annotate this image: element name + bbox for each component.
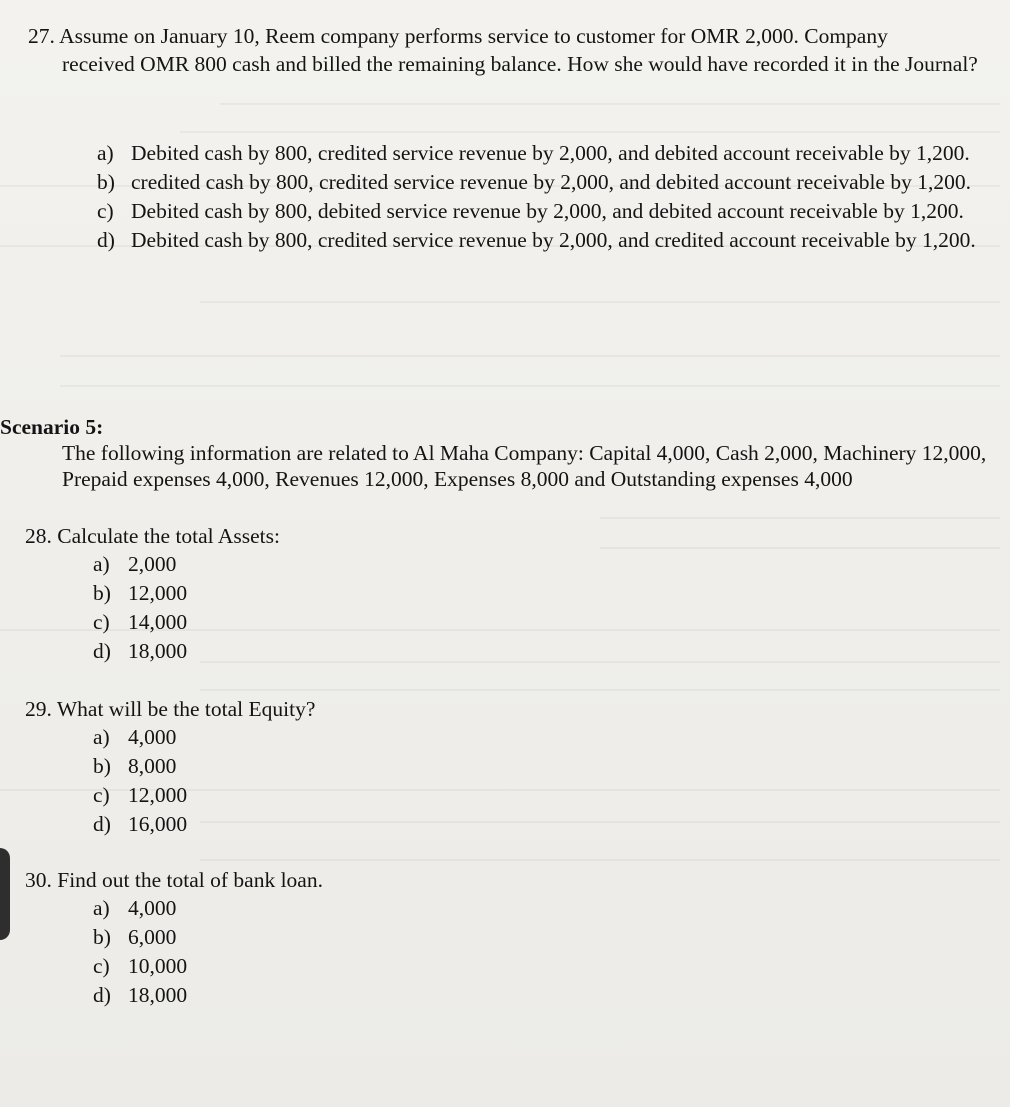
choice-29-b[interactable] bbox=[93, 752, 315, 781]
scenario-heading: Scenario 5: bbox=[0, 415, 104, 439]
choice-label: b) bbox=[93, 581, 111, 605]
question-27-options bbox=[97, 140, 1002, 253]
option-label: c) bbox=[97, 199, 114, 223]
choice-30-c[interactable] bbox=[93, 952, 323, 981]
option-27-c[interactable] bbox=[97, 198, 1002, 224]
choice-text: 4,000 bbox=[128, 725, 177, 749]
option-27-d[interactable] bbox=[97, 227, 1002, 253]
question-30 bbox=[25, 866, 323, 1010]
choice-label: b) bbox=[93, 925, 111, 949]
choice-label: c) bbox=[93, 954, 110, 978]
choice-29-d[interactable] bbox=[93, 810, 315, 839]
question-27-line1: 27. Assume on January 10, Reem company performs service to customer for OMR 2,000. Company bbox=[28, 24, 888, 48]
choice-label: b) bbox=[93, 754, 111, 778]
choice-text: 18,000 bbox=[128, 639, 188, 663]
choice-text: 2,000 bbox=[128, 552, 177, 576]
choice-label: a) bbox=[93, 896, 110, 920]
choice-28-c[interactable] bbox=[93, 608, 280, 637]
option-27-a[interactable] bbox=[97, 140, 1002, 166]
choice-28-d[interactable] bbox=[93, 637, 280, 666]
choice-text: 14,000 bbox=[128, 610, 188, 634]
choice-29-a[interactable] bbox=[93, 723, 315, 752]
question-28 bbox=[25, 522, 280, 666]
choice-text: 8,000 bbox=[128, 754, 177, 778]
option-text: Debited cash by 800, credited service revenue by 2,000, and credited account receivable by 1,200. bbox=[131, 228, 976, 252]
choice-label: c) bbox=[93, 783, 110, 807]
choice-label: d) bbox=[93, 983, 111, 1007]
choice-label: a) bbox=[93, 725, 110, 749]
choice-text: 12,000 bbox=[128, 581, 188, 605]
choice-label: d) bbox=[93, 639, 111, 663]
choice-text: 6,000 bbox=[128, 925, 177, 949]
option-text: Debited cash by 800, debited service revenue by 2,000, and debited account receivable by 1,200. bbox=[131, 199, 964, 223]
choice-29-c[interactable] bbox=[93, 781, 315, 810]
choice-30-b[interactable] bbox=[93, 923, 323, 952]
question-28-choices bbox=[25, 550, 280, 666]
choice-text: 10,000 bbox=[128, 954, 188, 978]
choice-30-d[interactable] bbox=[93, 981, 323, 1010]
option-text: credited cash by 800, credited service revenue by 2,000, and debited account receivable by 1,200. bbox=[131, 170, 971, 194]
choice-text: 18,000 bbox=[128, 983, 188, 1007]
choice-30-a[interactable] bbox=[93, 894, 323, 923]
choice-label: c) bbox=[93, 610, 110, 634]
choice-28-a[interactable] bbox=[93, 550, 280, 579]
side-tab-handle[interactable] bbox=[0, 848, 10, 940]
question-29-text: 29. What will be the total Equity? bbox=[25, 697, 316, 721]
choice-label: d) bbox=[93, 812, 111, 836]
question-29 bbox=[25, 695, 315, 839]
question-29-choices bbox=[25, 723, 315, 839]
question-28-text: 28. Calculate the total Assets: bbox=[25, 524, 280, 548]
option-text: Debited cash by 800, credited service revenue by 2,000, and debited account receivable by 1,200. bbox=[131, 141, 970, 165]
option-27-b[interactable] bbox=[97, 169, 1002, 195]
question-27-rest: received OMR 800 cash and billed the remaining balance. How she would have recorded it in the Journal? bbox=[62, 52, 978, 76]
option-label: b) bbox=[97, 170, 115, 194]
option-label: a) bbox=[97, 141, 114, 165]
choice-text: 12,000 bbox=[128, 783, 188, 807]
question-30-text: 30. Find out the total of bank loan. bbox=[25, 868, 323, 892]
choice-text: 16,000 bbox=[128, 812, 188, 836]
question-30-choices bbox=[25, 894, 323, 1010]
scenario-text: The following information are related to Al Maha Company: Capital 4,000, Cash 2,000, Machinery 12,000, Prepaid expenses 4,000, Revenues 12,000, Expenses 8,000 and Outstanding expenses 4,000 bbox=[62, 441, 987, 491]
choice-label: a) bbox=[93, 552, 110, 576]
option-label: d) bbox=[97, 228, 115, 252]
choice-28-b[interactable] bbox=[93, 579, 280, 608]
choice-text: 4,000 bbox=[128, 896, 177, 920]
question-27 bbox=[28, 22, 1003, 78]
